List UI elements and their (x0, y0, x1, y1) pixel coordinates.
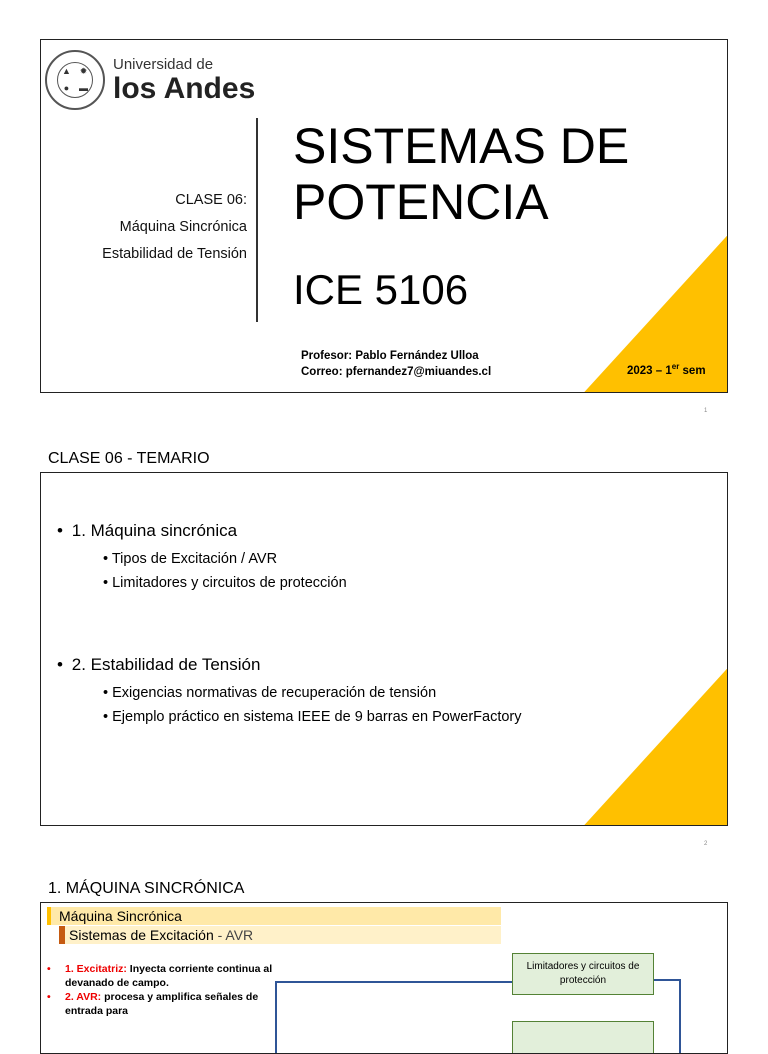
excitation-slide (40, 902, 728, 1054)
class-topic-2: Estabilidad de Tensión (102, 246, 247, 262)
university-name-top: Universidad de (113, 55, 214, 73)
class-info (102, 187, 247, 268)
header-maquina-sincronica: Máquina Sincrónica (47, 907, 501, 925)
page-number-2: 2 (704, 841, 708, 847)
connector-top (275, 981, 512, 983)
page-number-1: 1 (704, 408, 708, 414)
agenda-subitem: • Limitadores y circuitos de protección (103, 575, 347, 591)
professor-email: Correo: pfernandez7@miuandes.cl (301, 366, 492, 378)
section-title-maquina: 1. MÁQUINA SINCRÓNICA (48, 880, 245, 897)
agenda-subitem: • Ejemplo práctico en sistema IEEE de 9 barras en PowerFactory (103, 709, 522, 725)
class-topic-1: Máquina Sincrónica (119, 219, 247, 235)
agenda-subitem: • Exigencias normativas de recuperación de tensión (103, 685, 437, 701)
header-sistemas-excitacion: Sistemas de Excitación - AVR (59, 926, 501, 944)
university-logo (45, 50, 255, 110)
title-slide (40, 39, 728, 393)
course-code: ICE 5106 (293, 266, 469, 313)
agenda-item-2: • 2. Estabilidad de Tensión (57, 655, 261, 674)
course-title-line-2: POTENCIA (293, 174, 549, 230)
university-seal-icon: ▲ ✹ ● ▬ (45, 50, 105, 110)
connector-left (275, 981, 277, 1054)
list-item: • 1. Excitatriz: Inyecta corriente continua al devanado de campo. (47, 963, 273, 989)
list-item: • 2. AVR: procesa y amplifica señales de entrada para (47, 991, 259, 1017)
course-title-line-1: SISTEMAS DE (293, 118, 630, 174)
section-title-temario: CLASE 06 - TEMARIO (48, 450, 210, 467)
professor-name: Profesor: Pablo Fernández Ulloa (301, 350, 479, 362)
agenda-group-2 (57, 655, 522, 729)
agenda-item-1: • 1. Máquina sincrónica (57, 521, 238, 540)
class-number: CLASE 06: (175, 192, 247, 208)
component-list (47, 962, 277, 1018)
university-name-bottom: los Andes (113, 71, 256, 105)
professor-info (301, 348, 491, 380)
connector-right-down (679, 979, 681, 1054)
next-block-box (512, 1021, 654, 1054)
agenda-subitem: • Tipos de Excitación / AVR (103, 551, 278, 567)
connector-right (654, 979, 681, 981)
limiters-box: Limitadores y circuitos de protección (512, 953, 654, 995)
agenda-slide (40, 472, 728, 826)
decorative-triangle (557, 625, 728, 826)
semester: 2023 – 1er sem (627, 362, 706, 377)
agenda-group-1 (57, 521, 347, 595)
course-title (293, 118, 629, 230)
divider (256, 118, 258, 322)
